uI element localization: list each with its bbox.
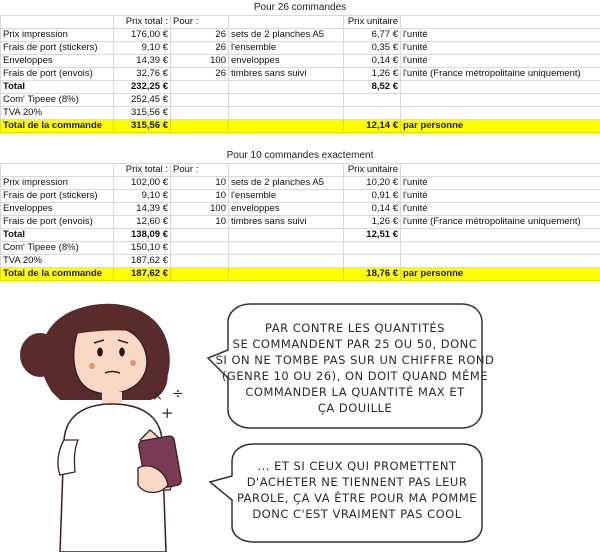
tva-row: TVA 20% 187,62 €: [1, 255, 600, 268]
table-row: Frais de port (envois) 12,60 € 10 timbres sans suivi 1,26 € l'unité (France métropolitaine uniquement): [1, 216, 600, 229]
bubble2-line: d'acheter ne tiennent pas leur: [246, 475, 468, 489]
bubble1-line: (genre 10 ou 26), on doit quand même: [221, 369, 489, 383]
bubble1-line: se commandent par 25 ou 50, donc: [232, 337, 478, 351]
math-symbol-plus: +: [161, 404, 174, 422]
table2: [0, 163, 600, 281]
table1-header-row: [1, 16, 600, 29]
table-row: Prix impression 176,00 € 26 sets de 2 planches A5 6,77 € l'unité: [1, 29, 600, 42]
character-illustration: [20, 304, 182, 552]
speech-bubble-1: [208, 304, 494, 428]
total-row: Total 138,09 € 12,51 €: [1, 229, 600, 242]
bubble1-line: si on ne tombe pas sur un chiffre rond: [215, 353, 495, 367]
table2-header-row: [1, 164, 600, 177]
bubble2-line: ... et si ceux qui promettent: [257, 459, 457, 473]
tipeee-row: Com' Tipeee (8%) 252,45 €: [1, 94, 600, 107]
bubble2-line: donc c'est vraiment pas cool: [252, 507, 462, 521]
grand-total-row: Total de la commande 315,56 € 12,14 € par personne: [1, 120, 600, 133]
header-unit-price[interactable]: Prix unitaire: [344, 16, 401, 29]
header-unit-price[interactable]: Prix unitaire: [344, 164, 401, 177]
table2-title: Pour 10 commandes exactement: [226, 150, 374, 161]
table1-title: Pour 26 commandes: [253, 2, 347, 13]
table1: [0, 15, 600, 133]
table-row: Prix impression 102,00 € 10 sets de 2 planches A5 10,20 € l'unité: [1, 177, 600, 190]
header-total[interactable]: Prix total :: [114, 164, 171, 177]
tva-row: TVA 20% 315,56 €: [1, 107, 600, 120]
bubble2-line: parole, ça va être pour ma pomme: [236, 491, 478, 505]
math-symbol-divide: ÷: [172, 386, 184, 402]
header-pour[interactable]: Pour :: [171, 164, 229, 177]
header-pour[interactable]: Pour :: [171, 16, 229, 29]
bubble1-line: commander la quantité max et: [245, 385, 465, 399]
math-symbol-times: ×: [152, 389, 163, 404]
table-row: Enveloppes 14,39 € 100 enveloppes 0,14 € l'unité: [1, 55, 600, 68]
grand-total-row: Total de la commande 187,62 € 18,76 € par personne: [1, 268, 600, 281]
table-row: Frais de port (envois) 32,76 € 26 timbres sans suivi 1,26 € l'unité (France métropolitaine uniquement): [1, 68, 600, 81]
bubble1-line: ça douille: [317, 401, 393, 415]
bubble1-line: Par contre les quantités: [265, 321, 445, 335]
table-row: Enveloppes 14,39 € 100 enveloppes 0,14 € l'unité: [1, 203, 600, 216]
header-total[interactable]: Prix total :: [114, 16, 171, 29]
speech-bubble-2: [210, 444, 482, 542]
table-row: Frais de port (stickers) 9,10 € 10 l'ensemble 0,91 € l'unité: [1, 190, 600, 203]
total-row: Total 232,25 € 8,52 €: [1, 81, 600, 94]
comic-illustration: [0, 300, 600, 552]
tipeee-row: Com' Tipeee (8%) 150,10 €: [1, 242, 600, 255]
table-row: Frais de port (stickers) 9,10 € 26 l'ensemble 0,35 € l'unité: [1, 42, 600, 55]
